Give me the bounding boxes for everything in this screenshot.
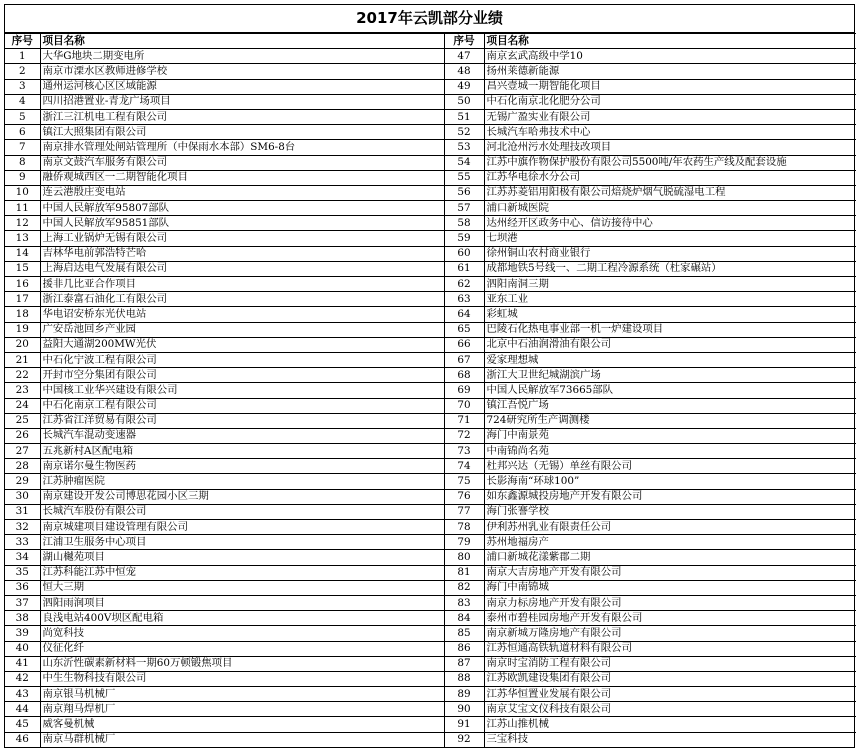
- project-name-right: 亚东工业: [484, 292, 856, 307]
- table-row: [5, 671, 856, 686]
- project-name-right: 海门张謇学校: [484, 504, 856, 519]
- project-name-right: 七坝港: [484, 231, 856, 246]
- row-number-left: 35: [5, 565, 40, 580]
- project-name-left: 南京诺尔曼生物医药: [40, 459, 444, 474]
- project-name-left: 浙江三江机电工程有限公司: [40, 109, 444, 124]
- project-name-left: 融侨观城西区一二期智能化项目: [40, 170, 444, 185]
- project-name-left: 中国核工业华兴建设有限公司: [40, 383, 444, 398]
- table-row: [5, 580, 856, 595]
- row-number-right: 68: [444, 368, 484, 383]
- table-row: [5, 611, 856, 626]
- row-number-right: 79: [444, 535, 484, 550]
- table-row: [5, 428, 856, 443]
- project-name-left: 江苏肿瘤医院: [40, 474, 444, 489]
- table-row: [5, 109, 856, 124]
- row-number-left: 16: [5, 277, 40, 292]
- project-name-left: 连云港殷庄变电站: [40, 185, 444, 200]
- table-row: [5, 155, 856, 170]
- project-name-left: 通州运河核心区区域能源: [40, 79, 444, 94]
- project-name-left: 镇江大照集团有限公司: [40, 125, 444, 140]
- row-number-right: 88: [444, 671, 484, 686]
- project-name-right: 中南锦尚名苑: [484, 444, 856, 459]
- project-name-right: 中石化南京北化肥分公司: [484, 94, 856, 109]
- row-number-left: 5: [5, 109, 40, 124]
- row-number-right: 73: [444, 444, 484, 459]
- table-row: [5, 550, 856, 565]
- project-name-right: 江苏华电徐水分公司: [484, 170, 856, 185]
- row-number-left: 37: [5, 595, 40, 610]
- table-row: [5, 383, 856, 398]
- project-name-right: 江苏恒通高铁轨道材料有限公司: [484, 641, 856, 656]
- row-number-left: 22: [5, 368, 40, 383]
- project-name-right: 南京力标房地产开发有限公司: [484, 595, 856, 610]
- row-number-left: 13: [5, 231, 40, 246]
- project-name-right: 成都地铁5号线一、二期工程冷源系统（杜家碾站）: [484, 261, 856, 276]
- project-name-right: 江苏苏菱铝用阳极有限公司焙烧炉烟气脱硫湿电工程: [484, 185, 856, 200]
- table-row: [5, 125, 856, 140]
- row-number-left: 26: [5, 428, 40, 443]
- row-number-right: 56: [444, 185, 484, 200]
- project-name-left: 南京银马机械厂: [40, 687, 444, 702]
- project-name-left: 江苏科能江苏中恒宠: [40, 565, 444, 580]
- row-number-right: 47: [444, 49, 484, 64]
- header-no-right: 序号: [444, 34, 484, 49]
- row-number-left: 6: [5, 125, 40, 140]
- row-number-left: 38: [5, 611, 40, 626]
- project-name-left: 开封市空分集团有限公司: [40, 368, 444, 383]
- table-row: [5, 702, 856, 717]
- table-row: [5, 459, 856, 474]
- row-number-left: 27: [5, 444, 40, 459]
- row-number-right: 69: [444, 383, 484, 398]
- project-name-right: 江苏山推机械: [484, 717, 856, 732]
- row-number-left: 46: [5, 732, 40, 747]
- row-number-left: 31: [5, 504, 40, 519]
- row-number-right: 58: [444, 216, 484, 231]
- row-number-right: 71: [444, 413, 484, 428]
- table-row: [5, 626, 856, 641]
- row-number-left: 10: [5, 185, 40, 200]
- project-name-left: 上海工业锅炉无锡有限公司: [40, 231, 444, 246]
- project-name-right: 彩虹城: [484, 307, 856, 322]
- table-row: [5, 641, 856, 656]
- row-number-left: 45: [5, 717, 40, 732]
- project-name-right: 长城汽车哈弗技术中心: [484, 125, 856, 140]
- project-name-left: 尚宽科技: [40, 626, 444, 641]
- row-number-right: 90: [444, 702, 484, 717]
- row-number-left: 25: [5, 413, 40, 428]
- row-number-right: 63: [444, 292, 484, 307]
- row-number-right: 62: [444, 277, 484, 292]
- table-row: [5, 277, 856, 292]
- row-number-right: 57: [444, 201, 484, 216]
- row-number-right: 74: [444, 459, 484, 474]
- project-name-right: 镇江吾悦广场: [484, 398, 856, 413]
- row-number-right: 86: [444, 641, 484, 656]
- row-number-left: 14: [5, 246, 40, 261]
- header-no-left: 序号: [5, 34, 40, 49]
- project-name-right: 昌兴壹城一期智能化项目: [484, 79, 856, 94]
- table-row: [5, 140, 856, 155]
- row-number-right: 49: [444, 79, 484, 94]
- row-number-right: 85: [444, 626, 484, 641]
- project-name-left: 吉林华电前郭浩特芒哈: [40, 246, 444, 261]
- sheet-title: 2017年云凯部分业绩: [5, 5, 854, 33]
- table-row: [5, 489, 856, 504]
- row-number-right: 75: [444, 474, 484, 489]
- table-row: [5, 413, 856, 428]
- project-name-left: 恒大三期: [40, 580, 444, 595]
- project-name-left: 江浦卫生服务中心项目: [40, 535, 444, 550]
- project-name-right: 达州经开区政务中心、信访接待中心: [484, 216, 856, 231]
- row-number-left: 3: [5, 79, 40, 94]
- project-name-right: 杜邦兴达（无锡）单丝有限公司: [484, 459, 856, 474]
- project-name-right: 江苏中旗作物保护股份有限公司5500吨/年农药生产线及配套设施: [484, 155, 856, 170]
- row-number-left: 44: [5, 702, 40, 717]
- row-number-right: 67: [444, 352, 484, 367]
- row-number-right: 59: [444, 231, 484, 246]
- table-row: [5, 474, 856, 489]
- header-row: [5, 34, 856, 49]
- project-name-left: 上海启达电气发展有限公司: [40, 261, 444, 276]
- table-row: [5, 535, 856, 550]
- project-name-right: 苏州地福房产: [484, 535, 856, 550]
- row-number-right: 76: [444, 489, 484, 504]
- project-name-left: 中生生物科技有限公司: [40, 671, 444, 686]
- row-number-right: 81: [444, 565, 484, 580]
- project-name-right: 海门中南锦城: [484, 580, 856, 595]
- table-row: [5, 444, 856, 459]
- table-row: [5, 565, 856, 580]
- table-row: [5, 261, 856, 276]
- project-name-right: 巴陵石化热电事业部一机一炉建设项目: [484, 322, 856, 337]
- row-number-left: 8: [5, 155, 40, 170]
- row-number-left: 9: [5, 170, 40, 185]
- project-name-left: 中国人民解放军95851部队: [40, 216, 444, 231]
- row-number-right: 54: [444, 155, 484, 170]
- project-name-right: 徐州铜山农村商业银行: [484, 246, 856, 261]
- row-number-left: 20: [5, 337, 40, 352]
- project-name-left: 南京翔马焊机厂: [40, 702, 444, 717]
- table-row: [5, 79, 856, 94]
- project-name-left: 大华G地块二期变电所: [40, 49, 444, 64]
- row-number-right: 55: [444, 170, 484, 185]
- performance-sheet: [4, 4, 855, 748]
- row-number-right: 70: [444, 398, 484, 413]
- row-number-left: 7: [5, 140, 40, 155]
- table-row: [5, 94, 856, 109]
- row-number-right: 65: [444, 322, 484, 337]
- row-number-left: 1: [5, 49, 40, 64]
- project-name-right: 江苏华恒置业发展有限公司: [484, 687, 856, 702]
- project-name-right: 长影海南“环球100”: [484, 474, 856, 489]
- table-row: [5, 504, 856, 519]
- row-number-right: 48: [444, 64, 484, 79]
- table-row: [5, 170, 856, 185]
- header-name-left: 项目名称: [40, 34, 444, 49]
- project-name-left: 南京市溧水区教师进修学校: [40, 64, 444, 79]
- header-name-right: 项目名称: [484, 34, 856, 49]
- project-name-right: 南京新城万隆房地产有限公司: [484, 626, 856, 641]
- project-name-left: 湖山樾苑项目: [40, 550, 444, 565]
- project-name-right: 泗阳南洞三期: [484, 277, 856, 292]
- project-name-left: 南京建设开发公司博思花园小区三期: [40, 489, 444, 504]
- table-row: [5, 368, 856, 383]
- project-name-right: 河北沧州污水处理技改项目: [484, 140, 856, 155]
- row-number-right: 61: [444, 261, 484, 276]
- row-number-left: 11: [5, 201, 40, 216]
- project-name-right: 海门中南景苑: [484, 428, 856, 443]
- row-number-left: 32: [5, 520, 40, 535]
- project-name-right: 南京时宝消防工程有限公司: [484, 656, 856, 671]
- row-number-right: 92: [444, 732, 484, 747]
- table-row: [5, 352, 856, 367]
- table-row: [5, 246, 856, 261]
- project-name-left: 中国人民解放军95807部队: [40, 201, 444, 216]
- row-number-left: 19: [5, 322, 40, 337]
- table-row: [5, 64, 856, 79]
- project-name-right: 江苏欧凯建设集团有限公司: [484, 671, 856, 686]
- row-number-left: 18: [5, 307, 40, 322]
- table-row: [5, 216, 856, 231]
- project-name-left: 中石化南京工程有限公司: [40, 398, 444, 413]
- row-number-right: 50: [444, 94, 484, 109]
- table-row: [5, 595, 856, 610]
- table-row: [5, 520, 856, 535]
- project-name-right: 泰州市碧桂园房地产开发有限公司: [484, 611, 856, 626]
- table-body: [5, 49, 856, 747]
- project-name-left: 中石化宁波工程有限公司: [40, 352, 444, 367]
- table-row: [5, 49, 856, 64]
- project-name-left: 四川招港置业-青龙广场项目: [40, 94, 444, 109]
- row-number-left: 21: [5, 352, 40, 367]
- table-row: [5, 398, 856, 413]
- row-number-left: 30: [5, 489, 40, 504]
- project-name-left: 江苏省江洋贸易有限公司: [40, 413, 444, 428]
- row-number-right: 51: [444, 109, 484, 124]
- project-name-left: 南京文鼓汽车服务有限公司: [40, 155, 444, 170]
- project-name-left: 山东沂性碳素新材料一期60万顿锻焦项目: [40, 656, 444, 671]
- project-name-right: 中国人民解放军73665部队: [484, 383, 856, 398]
- table-row: [5, 732, 856, 747]
- row-number-left: 17: [5, 292, 40, 307]
- row-number-right: 80: [444, 550, 484, 565]
- row-number-right: 83: [444, 595, 484, 610]
- row-number-right: 87: [444, 656, 484, 671]
- table-row: [5, 185, 856, 200]
- project-name-left: 华电诏安桥东光伏电站: [40, 307, 444, 322]
- project-name-right: 爱家理想城: [484, 352, 856, 367]
- row-number-left: 23: [5, 383, 40, 398]
- project-name-right: 724研究所生产调测楼: [484, 413, 856, 428]
- row-number-left: 24: [5, 398, 40, 413]
- row-number-right: 64: [444, 307, 484, 322]
- row-number-right: 89: [444, 687, 484, 702]
- row-number-left: 40: [5, 641, 40, 656]
- row-number-left: 28: [5, 459, 40, 474]
- row-number-right: 82: [444, 580, 484, 595]
- project-name-left: 泗阳雨润项目: [40, 595, 444, 610]
- row-number-right: 60: [444, 246, 484, 261]
- project-name-right: 无锡广盈实业有限公司: [484, 109, 856, 124]
- project-name-left: 南京排水管理处闸站管理所（中保雨水本部）SM6-8台: [40, 140, 444, 155]
- project-name-left: 长城汽车混动变速器: [40, 428, 444, 443]
- row-number-left: 4: [5, 94, 40, 109]
- row-number-left: 15: [5, 261, 40, 276]
- row-number-right: 53: [444, 140, 484, 155]
- project-name-right: 南京艾宝文仪科技有限公司: [484, 702, 856, 717]
- project-name-right: 浙江大卫世纪城湖滨广场: [484, 368, 856, 383]
- row-number-right: 91: [444, 717, 484, 732]
- project-name-left: 南京马群机械厂: [40, 732, 444, 747]
- row-number-left: 33: [5, 535, 40, 550]
- project-name-right: 扬州莱德新能源: [484, 64, 856, 79]
- project-name-right: 南京大吉房地产开发有限公司: [484, 565, 856, 580]
- project-name-right: 北京中石油润滑油有限公司: [484, 337, 856, 352]
- project-name-right: 如东鑫源城投房地产开发有限公司: [484, 489, 856, 504]
- table-row: [5, 656, 856, 671]
- project-name-right: 南京玄武高级中学10: [484, 49, 856, 64]
- table-row: [5, 307, 856, 322]
- project-name-left: 援非几比亚合作项目: [40, 277, 444, 292]
- project-name-right: 浦口新城花漾紫郡二期: [484, 550, 856, 565]
- row-number-right: 72: [444, 428, 484, 443]
- project-name-left: 南京城建项目建设管理有限公司: [40, 520, 444, 535]
- project-name-left: 广安岳池回乡产业园: [40, 322, 444, 337]
- table-row: [5, 717, 856, 732]
- project-name-left: 仪征化纤: [40, 641, 444, 656]
- table-row: [5, 201, 856, 216]
- row-number-right: 84: [444, 611, 484, 626]
- project-name-left: 五兆新村A区配电箱: [40, 444, 444, 459]
- project-name-left: 威客曼机械: [40, 717, 444, 732]
- table-row: [5, 337, 856, 352]
- row-number-right: 66: [444, 337, 484, 352]
- performance-table: [5, 33, 856, 747]
- row-number-left: 12: [5, 216, 40, 231]
- row-number-left: 42: [5, 671, 40, 686]
- row-number-right: 52: [444, 125, 484, 140]
- row-number-left: 41: [5, 656, 40, 671]
- row-number-right: 78: [444, 520, 484, 535]
- table-row: [5, 231, 856, 246]
- table-row: [5, 322, 856, 337]
- row-number-left: 29: [5, 474, 40, 489]
- project-name-right: 三宝科技: [484, 732, 856, 747]
- row-number-left: 34: [5, 550, 40, 565]
- project-name-left: 益阳大通湖200MW光伏: [40, 337, 444, 352]
- row-number-right: 77: [444, 504, 484, 519]
- row-number-left: 36: [5, 580, 40, 595]
- project-name-right: 伊利苏州乳业有限责任公司: [484, 520, 856, 535]
- table-row: [5, 687, 856, 702]
- row-number-left: 43: [5, 687, 40, 702]
- table-row: [5, 292, 856, 307]
- project-name-left: 良浅电站400V坝区配电箱: [40, 611, 444, 626]
- project-name-left: 长城汽车股份有限公司: [40, 504, 444, 519]
- project-name-right: 浦口新城医院: [484, 201, 856, 216]
- project-name-left: 浙江泰富石油化工有限公司: [40, 292, 444, 307]
- row-number-left: 2: [5, 64, 40, 79]
- row-number-left: 39: [5, 626, 40, 641]
